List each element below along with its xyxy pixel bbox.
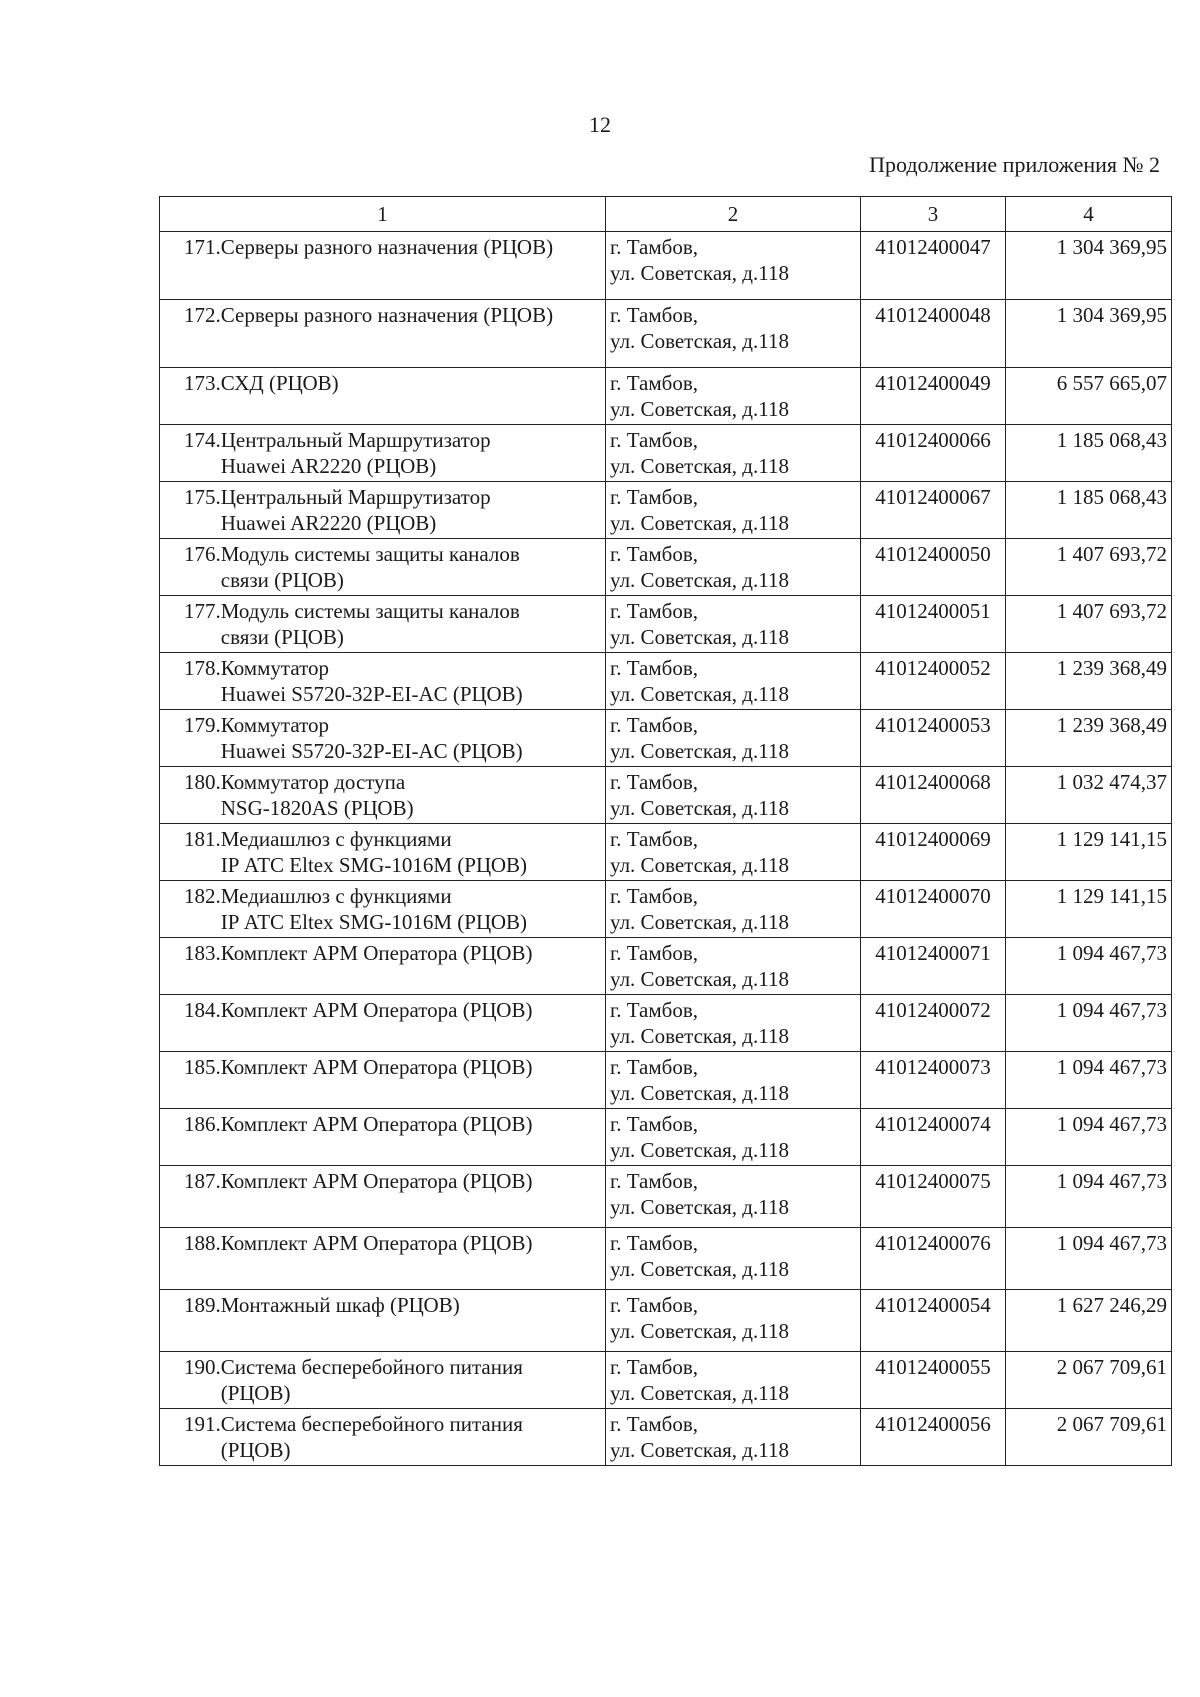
inventory-code-cell: [861, 596, 1006, 653]
address-line: ул. Советская, д.118: [610, 853, 789, 877]
amount-cell: [1006, 232, 1172, 300]
amount-value: 1 129 141,15: [1056, 827, 1167, 851]
address-line: г. Тамбов,: [610, 1169, 699, 1193]
inventory-code: 41012400047: [875, 235, 991, 259]
item-name-line: (РЦОВ): [220, 1381, 291, 1405]
amount-value: 1 094 467,73: [1056, 1231, 1167, 1255]
address-cell: [606, 824, 861, 881]
item-number: 173.: [184, 371, 221, 395]
table-row: [160, 995, 1172, 1052]
item-name-line: Коммутатор: [220, 713, 330, 737]
inventory-code: 41012400069: [875, 827, 991, 851]
inventory-code-cell: [861, 425, 1006, 482]
table-row: [160, 232, 1172, 300]
address-cell: [606, 596, 861, 653]
address-line: г. Тамбов,: [610, 542, 699, 566]
inventory-code-cell: [861, 368, 1006, 425]
item-name-cell: [160, 1228, 606, 1290]
item-name-cell: [160, 368, 606, 425]
inventory-code: 41012400066: [875, 428, 991, 452]
amount-cell: [1006, 1109, 1172, 1166]
inventory-code-cell: [861, 824, 1006, 881]
address-line: г. Тамбов,: [610, 1231, 699, 1255]
inventory-code: 41012400053: [875, 713, 991, 737]
address-cell: [606, 938, 861, 995]
table-row: [160, 1409, 1172, 1466]
address-line: ул. Советская, д.118: [610, 568, 789, 592]
amount-cell: [1006, 1228, 1172, 1290]
item-number: 184.: [184, 998, 221, 1022]
table-row: [160, 824, 1172, 881]
item-name-cell: [160, 300, 606, 368]
amount-value: 1 094 467,73: [1056, 998, 1167, 1022]
address-line: ул. Советская, д.118: [610, 1381, 789, 1405]
amount-cell: [1006, 824, 1172, 881]
amount-cell: [1006, 995, 1172, 1052]
address-line: г. Тамбов,: [610, 770, 699, 794]
item-number: 183.: [184, 941, 221, 965]
address-cell: [606, 539, 861, 596]
address-line: г. Тамбов,: [610, 713, 699, 737]
item-name-line: NSG-1820AS (РЦОВ): [220, 796, 414, 820]
address-line: ул. Советская, д.118: [610, 1195, 789, 1219]
item-name-line: Комплект АРМ Оператора (РЦОВ): [220, 1169, 533, 1193]
item-name-cell: [160, 938, 606, 995]
inventory-code: 41012400072: [875, 998, 991, 1022]
inventory-code-cell: [861, 653, 1006, 710]
amount-cell: [1006, 881, 1172, 938]
inventory-code-cell: [861, 1052, 1006, 1109]
inventory-code: 41012400075: [875, 1169, 991, 1193]
address-cell: [606, 1290, 861, 1352]
amount-value: 1 407 693,72: [1056, 542, 1167, 566]
item-name-cell: [160, 1409, 606, 1466]
address-cell: [606, 881, 861, 938]
item-name-line: связи (РЦОВ): [220, 625, 344, 649]
address-line: г. Тамбов,: [610, 428, 699, 452]
item-name-line: Серверы разного назначения (РЦОВ): [220, 235, 554, 259]
continuation-title: Продолжение приложения № 2: [869, 152, 1160, 177]
item-name-line: Huawei S5720-32P-EI-AC (РЦОВ): [220, 739, 523, 763]
item-number: 180.: [184, 770, 221, 794]
inventory-code-cell: [861, 232, 1006, 300]
item-name-line: Система бесперебойного питания: [220, 1355, 523, 1379]
item-name-line: (РЦОВ): [220, 1438, 291, 1462]
item-name-line: Комплект АРМ Оператора (РЦОВ): [220, 1112, 533, 1136]
address-line: ул. Советская, д.118: [610, 454, 789, 478]
item-name-cell: [160, 824, 606, 881]
item-name-cell: [160, 1052, 606, 1109]
address-line: ул. Советская, д.118: [610, 910, 789, 934]
amount-value: 1 094 467,73: [1056, 1112, 1167, 1136]
amount-value: 1 304 369,95: [1056, 235, 1167, 259]
item-name-cell: [160, 425, 606, 482]
amount-cell: [1006, 710, 1172, 767]
table-row: [160, 482, 1172, 539]
address-line: ул. Советская, д.118: [610, 1438, 789, 1462]
address-line: г. Тамбов,: [610, 485, 699, 509]
address-cell: [606, 1052, 861, 1109]
address-line: г. Тамбов,: [610, 599, 699, 623]
item-name-line: Комплект АРМ Оператора (РЦОВ): [220, 1055, 533, 1079]
address-cell: [606, 368, 861, 425]
item-name-cell: [160, 539, 606, 596]
item-name-line: Комплект АРМ Оператора (РЦОВ): [220, 941, 533, 965]
item-name-line: Комплект АРМ Оператора (РЦОВ): [220, 1231, 533, 1255]
amount-value: 1 094 467,73: [1056, 1055, 1167, 1079]
item-name-cell: [160, 1352, 606, 1409]
item-name-line: Huawei AR2220 (РЦОВ): [220, 454, 437, 478]
item-number: 174.: [184, 428, 221, 452]
inventory-code-cell: [861, 1409, 1006, 1466]
address-line: ул. Советская, д.118: [610, 682, 789, 706]
address-line: г. Тамбов,: [610, 1112, 699, 1136]
table-row: [160, 653, 1172, 710]
address-line: ул. Советская, д.118: [610, 739, 789, 763]
header-row: [160, 197, 1172, 232]
item-name-line: IP АТС Eltex SMG-1016M (РЦОВ): [220, 910, 528, 934]
item-name-cell: [160, 596, 606, 653]
item-number: 176.: [184, 542, 221, 566]
table-row: [160, 1290, 1172, 1352]
item-name-cell: [160, 767, 606, 824]
item-number: 177.: [184, 599, 221, 623]
item-number: 185.: [184, 1055, 221, 1079]
address-cell: [606, 1409, 861, 1466]
item-number: 179.: [184, 713, 221, 737]
column-header-1: 1: [160, 197, 606, 232]
inventory-code: 41012400052: [875, 656, 991, 680]
amount-value: 2 067 709,61: [1056, 1412, 1167, 1436]
address-line: г. Тамбов,: [610, 303, 699, 327]
inventory-code: 41012400049: [875, 371, 991, 395]
property-register-table: [159, 196, 1172, 1466]
item-name-cell: [160, 1109, 606, 1166]
item-number: 188.: [184, 1231, 221, 1255]
column-header-3: 3: [861, 197, 1006, 232]
inventory-code-cell: [861, 1228, 1006, 1290]
inventory-code: 41012400074: [875, 1112, 991, 1136]
amount-value: 1 407 693,72: [1056, 599, 1167, 623]
inventory-code-cell: [861, 539, 1006, 596]
table-row: [160, 539, 1172, 596]
table-row: [160, 710, 1172, 767]
amount-cell: [1006, 368, 1172, 425]
address-line: г. Тамбов,: [610, 941, 699, 965]
item-name-line: Huawei S5720-32P-EI-AC (РЦОВ): [220, 682, 523, 706]
table-row: [160, 767, 1172, 824]
inventory-code: 41012400067: [875, 485, 991, 509]
address-cell: [606, 1352, 861, 1409]
table-row: [160, 881, 1172, 938]
amount-cell: [1006, 938, 1172, 995]
address-line: ул. Советская, д.118: [610, 796, 789, 820]
item-name-line: Huawei AR2220 (РЦОВ): [220, 511, 437, 535]
inventory-code: 41012400068: [875, 770, 991, 794]
inventory-code: 41012400071: [875, 941, 991, 965]
amount-cell: [1006, 1352, 1172, 1409]
address-cell: [606, 482, 861, 539]
table-row: [160, 1228, 1172, 1290]
item-name-cell: [160, 995, 606, 1052]
address-line: г. Тамбов,: [610, 1412, 699, 1436]
amount-value: 1 185 068,43: [1056, 428, 1167, 452]
item-name-line: Центральный Маршрутизатор: [220, 428, 491, 452]
table-row: [160, 368, 1172, 425]
amount-value: 1 239 368,49: [1056, 713, 1167, 737]
item-name-line: Модуль системы защиты каналов: [220, 542, 520, 566]
inventory-code: 41012400051: [875, 599, 991, 623]
inventory-code: 41012400054: [875, 1293, 991, 1317]
address-line: ул. Советская, д.118: [610, 1138, 789, 1162]
address-cell: [606, 767, 861, 824]
inventory-code-cell: [861, 767, 1006, 824]
item-name-line: Модуль системы защиты каналов: [220, 599, 520, 623]
inventory-code-cell: [861, 938, 1006, 995]
item-name-line: Медиашлюз с функциями: [220, 884, 452, 908]
amount-cell: [1006, 596, 1172, 653]
inventory-code-cell: [861, 1109, 1006, 1166]
address-cell: [606, 232, 861, 300]
amount-value: 1 627 246,29: [1056, 1293, 1167, 1317]
address-line: ул. Советская, д.118: [610, 261, 789, 285]
amount-value: 1 129 141,15: [1056, 884, 1167, 908]
item-number: 171.: [184, 235, 221, 259]
address-line: г. Тамбов,: [610, 656, 699, 680]
item-name-line: Коммутатор: [220, 656, 330, 680]
table-row: [160, 1052, 1172, 1109]
inventory-code-cell: [861, 710, 1006, 767]
inventory-code-cell: [861, 995, 1006, 1052]
address-cell: [606, 653, 861, 710]
amount-cell: [1006, 1166, 1172, 1228]
item-name-line: Система бесперебойного питания: [220, 1412, 523, 1436]
item-number: 181.: [184, 827, 221, 851]
table-body: [160, 232, 1172, 1466]
inventory-code: 41012400055: [875, 1355, 991, 1379]
item-name-line: IP АТС Eltex SMG-1016M (РЦОВ): [220, 853, 528, 877]
inventory-code-cell: [861, 482, 1006, 539]
amount-value: 1 094 467,73: [1056, 1169, 1167, 1193]
amount-value: 6 557 665,07: [1056, 371, 1167, 395]
address-line: г. Тамбов,: [610, 884, 699, 908]
address-line: г. Тамбов,: [610, 1355, 699, 1379]
item-name-cell: [160, 710, 606, 767]
item-name-line: СХД (РЦОВ): [220, 371, 339, 395]
address-line: г. Тамбов,: [610, 998, 699, 1022]
address-line: ул. Советская, д.118: [610, 511, 789, 535]
inventory-code-cell: [861, 1290, 1006, 1352]
address-line: ул. Советская, д.118: [610, 967, 789, 991]
item-name-line: Медиашлюз с функциями: [220, 827, 452, 851]
item-number: 187.: [184, 1169, 221, 1193]
address-line: г. Тамбов,: [610, 827, 699, 851]
item-number: 186.: [184, 1112, 221, 1136]
address-cell: [606, 1166, 861, 1228]
amount-value: 1 032 474,37: [1056, 770, 1167, 794]
inventory-code: 41012400073: [875, 1055, 991, 1079]
item-number: 172.: [184, 303, 221, 327]
table-row: [160, 1352, 1172, 1409]
item-name-line: Коммутатор доступа: [220, 770, 406, 794]
address-cell: [606, 710, 861, 767]
amount-cell: [1006, 767, 1172, 824]
inventory-code-cell: [861, 300, 1006, 368]
amount-cell: [1006, 539, 1172, 596]
amount-value: 1 304 369,95: [1056, 303, 1167, 327]
inventory-code-cell: [861, 881, 1006, 938]
address-line: ул. Советская, д.118: [610, 1257, 789, 1281]
item-number: 178.: [184, 656, 221, 680]
amount-value: 1 185 068,43: [1056, 485, 1167, 509]
item-name-cell: [160, 653, 606, 710]
address-line: ул. Советская, д.118: [610, 329, 789, 353]
amount-cell: [1006, 1290, 1172, 1352]
item-number: 189.: [184, 1293, 221, 1317]
item-number: 175.: [184, 485, 221, 509]
amount-cell: [1006, 1409, 1172, 1466]
address-line: ул. Советская, д.118: [610, 1024, 789, 1048]
item-name-cell: [160, 1166, 606, 1228]
address-line: г. Тамбов,: [610, 1293, 699, 1317]
item-number: 190.: [184, 1355, 221, 1379]
inventory-code-cell: [861, 1352, 1006, 1409]
address-cell: [606, 1109, 861, 1166]
inventory-code: 41012400056: [875, 1412, 991, 1436]
column-header-4: 4: [1006, 197, 1172, 232]
amount-value: 1 239 368,49: [1056, 656, 1167, 680]
address-line: ул. Советская, д.118: [610, 625, 789, 649]
item-number: 182.: [184, 884, 221, 908]
table-row: [160, 1166, 1172, 1228]
item-name-cell: [160, 232, 606, 300]
amount-value: 1 094 467,73: [1056, 941, 1167, 965]
inventory-code-cell: [861, 1166, 1006, 1228]
table-row: [160, 938, 1172, 995]
table-row: [160, 425, 1172, 482]
item-name-line: Монтажный шкаф (РЦОВ): [220, 1293, 460, 1317]
address-cell: [606, 1228, 861, 1290]
page-number: 12: [589, 112, 611, 137]
address-cell: [606, 995, 861, 1052]
address-line: г. Тамбов,: [610, 1055, 699, 1079]
item-name-line: связи (РЦОВ): [220, 568, 344, 592]
inventory-code: 41012400070: [875, 884, 991, 908]
inventory-code: 41012400050: [875, 542, 991, 566]
address-cell: [606, 300, 861, 368]
address-line: ул. Советская, д.118: [610, 1081, 789, 1105]
amount-cell: [1006, 653, 1172, 710]
address-line: г. Тамбов,: [610, 235, 699, 259]
item-name-cell: [160, 881, 606, 938]
address-line: г. Тамбов,: [610, 371, 699, 395]
amount-cell: [1006, 300, 1172, 368]
table-row: [160, 596, 1172, 653]
inventory-code: 41012400076: [875, 1231, 991, 1255]
amount-cell: [1006, 482, 1172, 539]
table-header: [160, 197, 1172, 232]
amount-cell: [1006, 425, 1172, 482]
table-row: [160, 1109, 1172, 1166]
column-header-2: 2: [606, 197, 861, 232]
item-name-line: Центральный Маршрутизатор: [220, 485, 491, 509]
address-line: ул. Советская, д.118: [610, 397, 789, 421]
item-name-cell: [160, 482, 606, 539]
inventory-code: 41012400048: [875, 303, 991, 327]
item-name-line: Серверы разного назначения (РЦОВ): [220, 303, 554, 327]
amount-value: 2 067 709,61: [1056, 1355, 1167, 1379]
amount-cell: [1006, 1052, 1172, 1109]
item-name-line: Комплект АРМ Оператора (РЦОВ): [220, 998, 533, 1022]
table-row: [160, 300, 1172, 368]
item-number: 191.: [184, 1412, 221, 1436]
item-name-cell: [160, 1290, 606, 1352]
address-cell: [606, 425, 861, 482]
address-line: ул. Советская, д.118: [610, 1319, 789, 1343]
